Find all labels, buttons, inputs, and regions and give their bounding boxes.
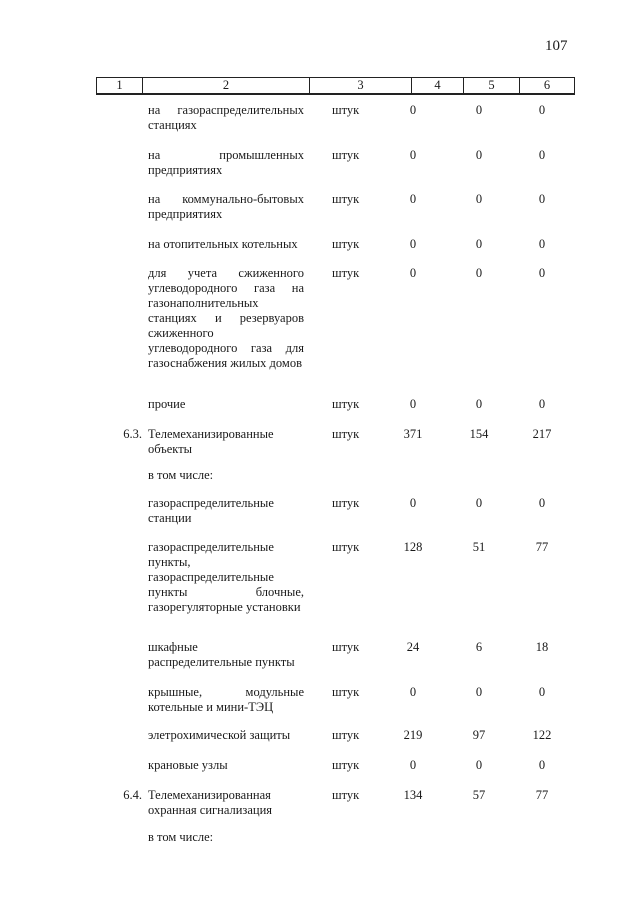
row-value-col4: 219 <box>403 728 423 742</box>
row-value-col5: 57 <box>472 788 486 802</box>
row-value-col4: 0 <box>409 103 417 117</box>
column-header-4: 4 <box>412 78 464 95</box>
row-unit: штук <box>332 397 360 411</box>
row-unit: штук <box>332 758 360 772</box>
row-value-col6: 0 <box>538 496 546 510</box>
row-name: крышные, модульные котельные и мини-ТЭЦ <box>148 685 304 714</box>
row-name: шкафные распределительные пункты <box>148 640 295 669</box>
row-value-col5: 0 <box>475 266 483 280</box>
row-name: в том числе: <box>148 830 214 844</box>
row-value-col6: 0 <box>538 237 546 251</box>
column-header-2: 2 <box>143 78 310 95</box>
row-value-col4: 0 <box>409 397 417 411</box>
row-name: прочие <box>148 397 186 411</box>
row-value-col4: 0 <box>409 237 417 251</box>
row-value-col5: 0 <box>475 397 483 411</box>
row-value-col6: 0 <box>538 397 546 411</box>
row-value-col6: 0 <box>538 758 546 772</box>
row-unit: штук <box>332 237 360 251</box>
row-name: в том числе: <box>148 468 214 482</box>
row-unit: штук <box>332 685 360 699</box>
row-value-col4: 24 <box>406 640 420 654</box>
row-value-col4: 0 <box>409 266 417 280</box>
row-value-col4: 0 <box>409 496 417 510</box>
row-unit: штук <box>332 728 360 742</box>
row-name: элетрохимической защиты <box>148 728 291 742</box>
row-value-col4: 128 <box>403 540 423 554</box>
row-value-col6: 77 <box>535 788 549 802</box>
row-value-col5: 51 <box>472 540 486 554</box>
section-number: 6.3. <box>123 427 142 441</box>
row-value-col6: 0 <box>538 685 546 699</box>
row-value-col6: 0 <box>538 103 546 117</box>
row-value-col5: 0 <box>475 758 483 772</box>
row-value-col5: 154 <box>469 427 489 441</box>
row-value-col6: 0 <box>538 148 546 162</box>
row-name: газораспределительные пункты, газораспределительные пункты блочные, газорегуляторные установки <box>148 540 304 614</box>
row-name: на коммунально-бытовых предприятиях <box>148 192 304 221</box>
row-value-col5: 0 <box>475 237 483 251</box>
row-value-col4: 0 <box>409 192 417 206</box>
row-value-col6: 122 <box>532 728 552 742</box>
row-value-col4: 371 <box>403 427 423 441</box>
row-name: газораспределительные станции <box>148 496 274 525</box>
row-unit: штук <box>332 148 360 162</box>
row-value-col6: 0 <box>538 192 546 206</box>
row-unit: штук <box>332 427 360 441</box>
row-unit: штук <box>332 266 360 280</box>
row-unit: штук <box>332 496 360 510</box>
row-value-col5: 0 <box>475 685 483 699</box>
section-name: Телемеханизированная охранная сигнализация <box>148 788 273 817</box>
row-unit: штук <box>332 540 360 554</box>
row-value-col5: 0 <box>475 496 483 510</box>
row-value-col4: 0 <box>409 148 417 162</box>
row-value-col5: 6 <box>475 640 483 654</box>
row-name: на отопительных котельных <box>148 237 298 251</box>
column-header-1: 1 <box>97 78 143 95</box>
column-header-table <box>96 77 575 95</box>
page-number: 107 <box>545 38 568 54</box>
row-value-col5: 0 <box>475 103 483 117</box>
row-value-col6: 217 <box>532 427 552 441</box>
row-name: для учета сжиженного углеводородного газа на газонаполнительных станциях и резервуаров сжиженного углеводородного газа для газоснабжения жилых домов <box>148 266 304 370</box>
row-unit: штук <box>332 788 360 802</box>
column-header-3: 3 <box>310 78 412 95</box>
row-name: на промышленных предприятиях <box>148 148 304 177</box>
row-value-col4: 0 <box>409 758 417 772</box>
section-name: Телемеханизированные объекты <box>148 427 274 456</box>
row-value-col6: 0 <box>538 266 546 280</box>
row-unit: штук <box>332 103 360 117</box>
column-header-6: 6 <box>520 78 575 95</box>
row-value-col4: 134 <box>403 788 423 802</box>
row-value-col5: 0 <box>475 192 483 206</box>
row-unit: штук <box>332 640 360 654</box>
row-name: крановые узлы <box>148 758 228 772</box>
row-value-col5: 97 <box>472 728 486 742</box>
column-header-5: 5 <box>464 78 520 95</box>
row-value-col5: 0 <box>475 148 483 162</box>
section-number: 6.4. <box>123 788 142 802</box>
row-name: на газораспределительных станциях <box>148 103 304 132</box>
row-unit: штук <box>332 192 360 206</box>
row-value-col4: 0 <box>409 685 417 699</box>
row-value-col6: 77 <box>535 540 549 554</box>
row-value-col6: 18 <box>535 640 549 654</box>
column-header-row <box>97 78 575 95</box>
